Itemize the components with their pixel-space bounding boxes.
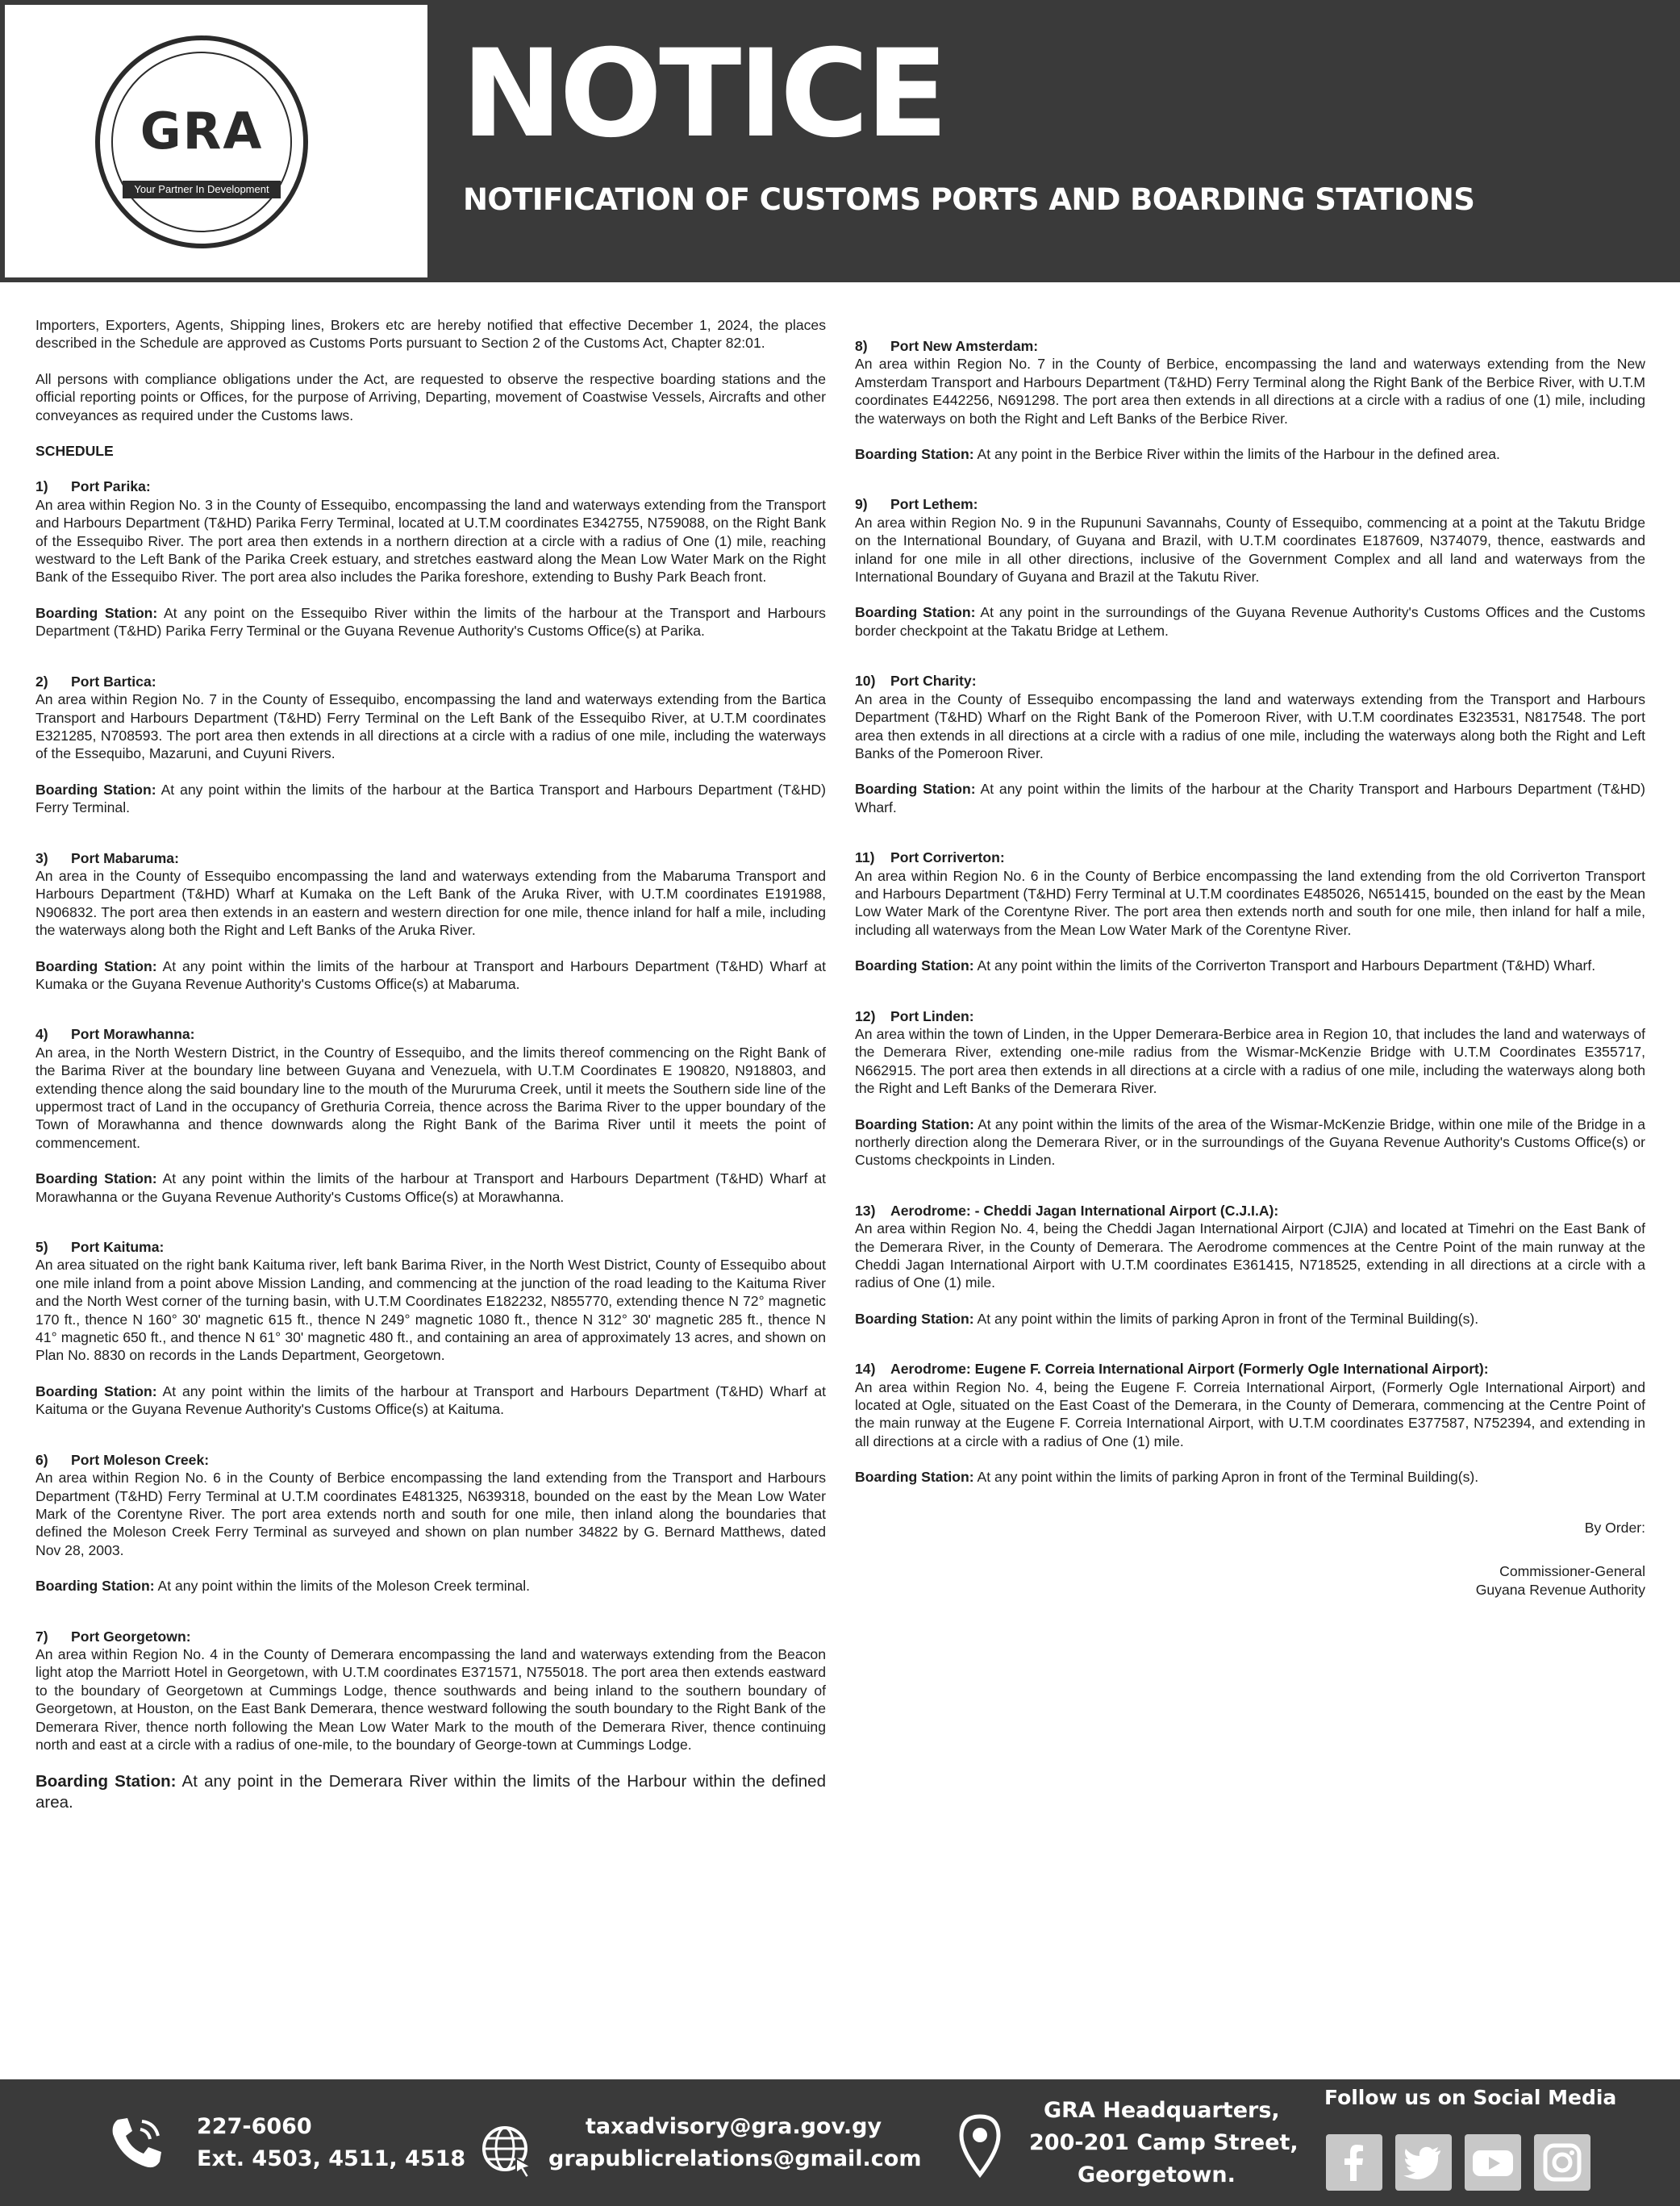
right-column	[855, 337, 1645, 1599]
port-section	[855, 1360, 1645, 1486]
port-section	[855, 672, 1645, 816]
instagram-icon[interactable]	[1534, 2134, 1590, 2191]
address-line-1: GRA Headquarters,	[1044, 2098, 1280, 2123]
boarding-station: Boarding Station: At any point in the Demerara River within the limits of the Harbour within the defined area.	[35, 1772, 826, 1812]
section-heading: 11) Port Corriverton:	[855, 849, 1005, 866]
port-section	[35, 1238, 826, 1419]
phone-extensions: Ext. 4503, 4511, 4518	[197, 2146, 466, 2171]
signature-block	[855, 1519, 1645, 1599]
section-body: An area within Region No. 9 in the Rupununi Savannahs, County of Essequibo, commencing at a point at the Takutu Bridge on the International Boundary, of Guyana and Brazil, with U.T.M coordinates E187609, N374079, thence, eastwards and inland for one mile in all other directions, inclusive of the Government Complex and all land and waterways from the International Boundary of Guyana and Brazil at the Takutu River.	[855, 514, 1645, 586]
boarding-station: Boarding Station: At any point within the limits of the harbour at Transport and Harbours Department (T&HD) Wharf at Morawhanna or the Guyana Revenue Authority's Customs Office(s) at Morawhanna.	[35, 1170, 826, 1205]
section-heading: 12) Port Linden:	[855, 1007, 974, 1024]
by-order: By Order:	[1584, 1519, 1645, 1536]
location-pin-icon	[957, 2113, 1003, 2178]
section-body: An area in the County of Essequibo encompassing the land and waterways extending from the Mabaruma Transport and Harbours Department (T&HD) Wharf at Kumaka on the Left Bank of the Aruka River, with U.T.M coordinates E191988, N906832. The port area then extends in an eastern and western direction for one mile, thence inland for half a mile, including the waterways along both the Right and Left Banks of the Aruka River.	[35, 867, 826, 939]
youtube-icon[interactable]	[1465, 2134, 1521, 2191]
logo-text: GRA	[140, 102, 264, 161]
phone-number[interactable]: 227-6060	[197, 2114, 312, 2139]
port-section	[35, 849, 826, 994]
section-body: An area within Region No. 7 in the County of Essequibo, encompassing the land and waterways extending from the Bartica Transport and Harbours Department (T&HD) Ferry Terminal on the Left Bank of the Essequibo River, at U.T.M coordinates E321285, N708593. The port area then extends in all directions at a circle with a radius of one mile, including the waterways of the Essequibo, Mazaruni, and Cuyuni Rivers.	[35, 691, 826, 762]
boarding-station: Boarding Station: At any point in the Berbice River within the limits of the Harbour in the defined area.	[855, 446, 1500, 463]
boarding-station: Boarding Station: At any point within the limits of the harbour at Transport and Harbours Department (T&HD) Wharf at Kaituma or the Guyana Revenue Authority's Customs Office(s) at Kaituma.	[35, 1382, 826, 1418]
section-heading: 13) Aerodrome: - Cheddi Jagan International Airport (C.J.I.A):	[855, 1202, 1279, 1219]
section-body: An area within Region No. 4 in the County of Demerara encompassing the land and waterways extending from the Beacon light atop the Marriott Hotel in Georgetown, with U.T.M coordinates E371571, N755018. The port area then extends eastward to the boundary of Georgetown at Cummings Lodge, thence southwards and being inland to the southern boundary of Georgetown, at Houston, on the East Bank Demerara, thence westward following the south boundary to the Right Bank of the Demerara River, thence north following the Mean Low Water Mark to the mouth of the Demerara River, thence continuing north and east at a circle with a radius of one-mile, to the boundary of George-town at Cummings Lodge.	[35, 1645, 826, 1753]
section-body: An area within Region No. 7 in the County of Berbice, encompassing the land and waterways extending from the New Amsterdam Transport and Harbours Department (T&HD) Ferry Terminal along the Right Bank of the Berbice River, with U.T.M coordinates E442256, N691298. The port area then extends in all directions at a circle with a radius of one (1) mile, including the waterways on both the Right and Left Banks of the Berbice River.	[855, 356, 1645, 427]
section-heading: 6) Port Moleson Creek:	[35, 1451, 210, 1468]
port-section	[35, 477, 826, 640]
section-heading: 4) Port Morawhanna:	[35, 1026, 195, 1043]
boarding-station: Boarding Station: At any point within the limits of the Moleson Creek terminal.	[35, 1578, 531, 1595]
port-section	[855, 337, 1645, 463]
port-section	[35, 1025, 826, 1206]
boarding-station: Boarding Station: At any point on the Essequibo River within the limits of the harbour at the Transport and Harbours Department (T&HD) Parika Ferry Terminal or the Guyana Revenue Authority's Customs Office(s) at Parika.	[35, 604, 826, 640]
port-section	[855, 849, 1645, 974]
boarding-station: Boarding Station: At any point within the limits of parking Apron in front of the Terminal Building(s).	[855, 1469, 1479, 1486]
boarding-station: Boarding Station: At any point within the limits of the Corriverton Transport and Harbours Department (T&HD) Wharf.	[855, 957, 1596, 974]
globe-icon	[479, 2123, 536, 2179]
signatory-org: Guyana Revenue Authority	[1475, 1581, 1645, 1598]
boarding-station: Boarding Station: At any point within the limits of the area of the Wismar-McKenzie Bridge, within one mile of the Bridge in a northerly direction along the Demerara River, or in the surroundings of the Guyana Revenue Authority's Customs Office(s) or Customs checkpoints in Linden.	[855, 1116, 1645, 1169]
section-body: An area within the town of Linden, in the Upper Demerara-Berbice area in Region 10, that includes the land and waterways of the Demerara River, extending one-mile radius from the Wismar-McKenzie Bridge with U.T.M Coordinates E355717, N662915. The port area then extends in all directions at a circle with a radius of one mile, including the waterways along both the Right and Left Banks of the Demerara River.	[855, 1025, 1645, 1097]
section-heading: 8) Port New Amsterdam:	[855, 338, 1039, 354]
section-body: An area within Region No. 6 in the County of Berbice encompassing the land extending from the old Corriverton Transport and Harbours Department (T&HD) Ferry Terminal at U.T.M coordinates E485026, N651415, bounded on the east by the Mean Low Water Mark of the Corentyne River. The port area then extends north and south for one mile, then inland for half a mile, including all waterways from the Mean Low Water Mark of the Corentyne River.	[855, 867, 1645, 938]
logo-tagline: Your Partner In Development	[123, 181, 281, 198]
schedule-heading: SCHEDULE	[35, 443, 114, 460]
page-title: NOTICE	[461, 24, 945, 165]
left-column	[35, 316, 826, 1813]
boarding-station: Boarding Station: At any point within the limits of the harbour at the Bartica Transport and Harbours Department (T&HD) Ferry Terminal.	[35, 781, 826, 816]
boarding-station: Boarding Station: At any point within the limits of parking Apron in front of the Terminal Building(s).	[855, 1310, 1479, 1327]
twitter-icon[interactable]	[1395, 2134, 1452, 2191]
port-section	[855, 1202, 1645, 1328]
section-heading: 14) Aerodrome: Eugene F. Correia International Airport (Formerly Ogle International Airport):	[855, 1361, 1489, 1378]
section-body: An area within Region No. 4, being the Cheddi Jagan International Airport (CJIA) and located at Timehri on the East Bank of the Demerara River, in the County of Demerara. The Aerodrome commences at the Centre Point of the main runway at the Cheddi Jagan International Airport with U.T.M coordinates E361415, N718525, extending in all directions at a circle with a radius of One (1) mile.	[855, 1220, 1645, 1291]
boarding-station: Boarding Station: At any point within the limits of the harbour at the Charity Transport and Harbours Department (T&HD) Wharf.	[855, 781, 1645, 815]
section-heading: 10) Port Charity:	[855, 673, 977, 690]
port-section	[35, 1628, 826, 1814]
notice-header	[0, 0, 1680, 282]
logo-panel	[5, 5, 427, 277]
section-body: An area, in the North Western District, in the Country of Essequibo, and the limits thereof commencing on the Right Bank of the Barima River at the boundary line between Guyana and Venezuela, with U.T.M Coordinates E 190820, N918803, and extending thence along the said boundary line to the mouth of the Mururuma Creek, until it meets the Southern side line of the uppermost tract of Land in the occupancy of Grethuria Correia, thence across the Barima River to the upper boundary of the Town of Morawhanna and thence downwards along the Right Bank of the Barima River until it meets the point of commencement.	[35, 1044, 826, 1151]
port-section	[35, 673, 826, 817]
section-body: An area within Region No. 3 in the County of Essequibo, encompassing the land and waterways extending from the Transport and Harbours Department (T&HD) Parika Ferry Terminal, located at U.T.M coordinates E342755, N759088, on the Right Bank of the Essequibo River. The port area then extends in a northern direction at a circle with a radius of One (1) mile, reaching westward to the Left Bank of the Parika Creek estuary, and stretches eastward along the Mean Low Water Mark on the Right Bank of the Essequibo River. The port area also includes the Parika foreshore, extending to Bushy Park Beach front.	[35, 496, 826, 586]
boarding-station: Boarding Station: At any point in the surroundings of the Guyana Revenue Authority's Customs Offices and the Customs border checkpoint at the Takatu Bridge at Lethem.	[855, 604, 1645, 639]
email-public-relations[interactable]: grapublicrelations@gmail.com	[548, 2146, 922, 2171]
gra-logo	[95, 35, 308, 248]
address-line-3: Georgetown.	[1078, 2162, 1236, 2187]
boarding-station: Boarding Station: At any point within the limits of the harbour at Transport and Harbours Department (T&HD) Wharf at Kumaka or the Guyana Revenue Authority's Customs Office(s) at Mabaruma.	[35, 957, 826, 992]
section-body: An area within Region No. 4, being the Eugene F. Correia International Airport, (Formerly Ogle International Airport) and located at Ogle, situated on the East Coast of the Demerara, in the County of Demerara, commencing at the Centre Point of the main runway at the Eugene F. Correia International Airport, with U.T.M coordinates E377587, N752394, and extending in all directions at a circle with a radius of One (1) mile.	[855, 1378, 1645, 1449]
email-tax-advisory[interactable]: taxadvisory@gra.gov.gy	[586, 2114, 882, 2139]
intro-paragraph: All persons with compliance obligations under the Act, are requested to observe the respective boarding stations and the official reporting points or Offices, for the purpose of Arriving, Departing, movement of Coastwise Vessels, Aircrafts and other conveyances as required under the Customs laws.	[35, 370, 826, 423]
contact-footer	[0, 2079, 1680, 2206]
signatory-title: Commissioner-General	[1499, 1563, 1645, 1580]
port-section	[855, 495, 1645, 640]
section-body: An area within Region No. 6 in the County of Berbice encompassing the land extending from the Transport and Harbours Department (T&HD) Ferry Terminal at U.T.M coordinates E481325, N639318, bounded on the east by the Mean Low Water Mark of the Corentyne River. The port area extends north and south for one mile, then inland along the boundaries that defined the Moleson Creek Ferry Terminal as surveyed and shown on plan number 34822 by G. Bernard Matthews, dated Nov 28, 2003.	[35, 1470, 826, 1558]
address-line-2: 200-201 Camp Street,	[1029, 2130, 1299, 2155]
section-body: An area situated on the right bank Kaituma river, left bank Barima River, in the North West District, County of Essequibo about one mile inland from a point above Mission Landing, and commencing at the junction of the road leading to the Kaituma River and the North West corner of the turning basin, with U.T.M Coordinates E182232, N855770, extending thence N 72° magnetic 170 ft., thence N 160° 30' magnetic 615 ft., thence N 249° magnetic 1080 ft., thence N 312° 30' magnetic 285 ft., thence N 41° magnetic 650 ft., and thence N 61° 30' magnetic 480 ft., and containing an area of approximately 13 acres, and shown on Plan No. 8830 on records in the Lands Department, Georgetown.	[35, 1257, 826, 1364]
port-section	[35, 1451, 826, 1595]
intro-paragraph: Importers, Exporters, Agents, Shipping lines, Brokers etc are hereby notified that effective December 1, 2024, the places described in the Schedule are approved as Customs Ports pursuant to Section 2 of the Customs Act, Chapter 82:01.	[35, 317, 826, 352]
page-subtitle: NOTIFICATION OF CUSTOMS PORTS AND BOARDING STATIONS	[463, 182, 1475, 217]
section-heading: 9) Port Lethem:	[855, 496, 978, 513]
section-heading: 2) Port Bartica:	[35, 673, 156, 690]
section-heading: 7) Port Georgetown:	[35, 1628, 191, 1645]
port-section	[855, 1007, 1645, 1170]
social-heading: Follow us on Social Media	[1324, 2086, 1617, 2109]
facebook-icon[interactable]	[1326, 2134, 1382, 2191]
section-heading: 1) Port Parika:	[35, 478, 151, 495]
section-heading: 5) Port Kaituma:	[35, 1239, 165, 1256]
section-heading: 3) Port Mabaruma:	[35, 849, 179, 866]
phone-icon	[106, 2113, 166, 2173]
section-body: An area in the County of Essequibo encompassing the land and waterways extending from the Transport and Harbours Department (T&HD) Wharf on the Right Bank of the Pomeroon River, with U.T.M coordinates E323531, N817548. The port area then extends in all directions at a circle with a radius of one mile, including the waterways along both the Right and Left Banks of the Pomeroon River.	[855, 690, 1645, 761]
